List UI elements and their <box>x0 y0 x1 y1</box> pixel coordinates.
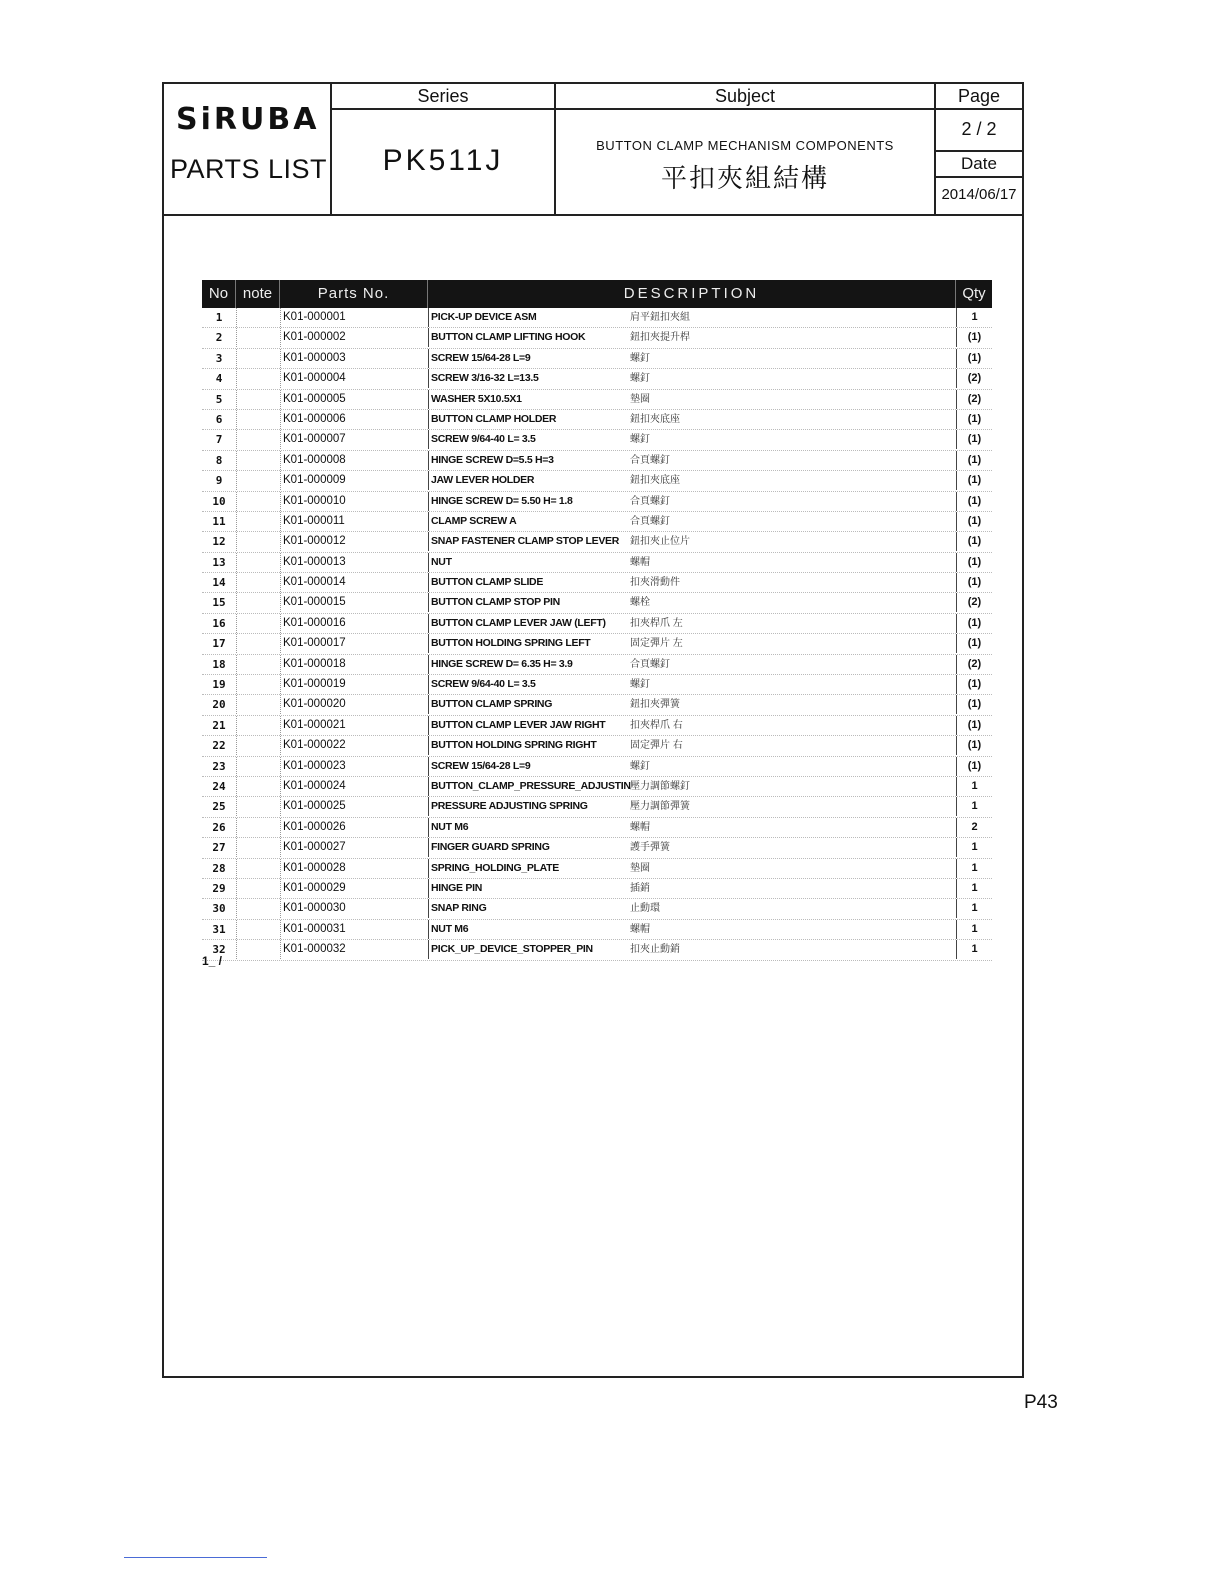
part-description: SCREW 9/64-40 L= 3.5 <box>428 675 628 694</box>
row-number: 7 <box>215 433 223 447</box>
part-number: K01-000021 <box>280 716 428 735</box>
row-number: 31 <box>212 922 226 936</box>
part-description: BUTTON CLAMP SPRING <box>428 695 628 714</box>
part-description: SCREW 3/16-32 L=13.5 <box>428 369 628 388</box>
row-note <box>236 369 280 388</box>
table-row <box>202 430 992 450</box>
part-number: K01-000011 <box>280 512 428 531</box>
part-description: BUTTON CLAMP LEVER JAW (LEFT) <box>428 614 628 633</box>
row-note <box>236 512 280 531</box>
row-note <box>236 430 280 449</box>
part-quantity: (1) <box>956 614 992 633</box>
part-description: BUTTON_CLAMP_PRESSURE_ADJUSTIN <box>428 777 628 796</box>
part-description: SNAP FASTENER CLAMP STOP LEVER <box>428 532 628 551</box>
row-note <box>236 553 280 572</box>
table-row <box>202 492 992 512</box>
part-number: K01-000018 <box>280 655 428 674</box>
part-quantity: 1 <box>956 879 992 898</box>
row-note <box>236 879 280 898</box>
column-parts-no: Parts No. <box>280 280 428 308</box>
row-number: 32 <box>212 943 226 957</box>
part-description: NUT M6 <box>428 920 628 939</box>
part-description-zh: 扣夾桿爪 左 <box>630 617 683 629</box>
doc-type: PARTS LIST <box>170 154 328 184</box>
row-number: 4 <box>215 372 223 386</box>
column-no: No <box>202 280 236 308</box>
part-number: K01-000030 <box>280 899 428 918</box>
part-description: JAW LEVER HOLDER <box>428 471 628 490</box>
part-description: BUTTON CLAMP LIFTING HOOK <box>428 328 628 347</box>
row-number: 28 <box>212 861 226 875</box>
part-description-zh: 合頁螺釘 <box>630 658 670 670</box>
footer-rule <box>124 1557 267 1558</box>
part-quantity: (1) <box>956 410 992 429</box>
part-number: K01-000001 <box>280 308 428 327</box>
part-number: K01-000023 <box>280 757 428 776</box>
row-number: 1 <box>215 311 223 324</box>
part-description-zh: 墊圈 <box>630 393 650 405</box>
row-note <box>236 899 280 918</box>
row-number: 11 <box>212 514 226 528</box>
part-description-zh: 肩平鈕扣夾組 <box>630 312 690 323</box>
part-quantity: (1) <box>956 716 992 735</box>
table-row <box>202 553 992 573</box>
title-block <box>164 84 1022 216</box>
part-description: BUTTON CLAMP HOLDER <box>428 410 628 429</box>
row-note <box>236 695 280 714</box>
part-quantity: 2 <box>956 818 992 837</box>
part-description: NUT <box>428 553 628 572</box>
part-quantity: (1) <box>956 675 992 694</box>
row-number: 6 <box>215 412 223 426</box>
part-number: K01-000013 <box>280 553 428 572</box>
row-note <box>236 838 280 857</box>
column-description: DESCRIPTION <box>428 280 956 308</box>
row-number: 23 <box>212 759 226 773</box>
part-description: WASHER 5X10.5X1 <box>428 390 628 409</box>
part-number: K01-000032 <box>280 940 428 959</box>
row-number: 25 <box>212 800 226 814</box>
part-description-zh: 螺帽 <box>630 821 650 833</box>
part-quantity: (1) <box>956 757 992 776</box>
parts-table <box>202 280 992 961</box>
part-description: HINGE SCREW D= 5.50 H= 1.8 <box>428 492 628 511</box>
table-row <box>202 695 992 715</box>
table-row <box>202 634 992 654</box>
part-quantity: (1) <box>956 736 992 755</box>
part-quantity: 1 <box>956 797 992 816</box>
part-description-zh: 螺釘 <box>630 373 650 385</box>
part-description-zh: 合頁螺釘 <box>630 495 670 507</box>
table-body <box>202 308 992 961</box>
table-row <box>202 838 992 858</box>
table-row <box>202 328 992 348</box>
part-quantity: 1 <box>956 920 992 939</box>
row-number: 17 <box>212 637 226 651</box>
row-number: 29 <box>212 881 226 895</box>
part-quantity: (2) <box>956 655 992 674</box>
row-number: 21 <box>212 718 226 732</box>
row-number: 15 <box>212 596 226 610</box>
row-number: 27 <box>212 841 226 855</box>
part-description-zh: 鈕扣夾提升桿 <box>630 332 690 344</box>
part-quantity: 1 <box>956 838 992 857</box>
table-row <box>202 471 992 491</box>
part-description-zh: 護手彈簧 <box>630 842 670 854</box>
part-description: FINGER GUARD SPRING <box>428 838 628 857</box>
series-label: Series <box>332 84 554 110</box>
part-description-zh: 螺帽 <box>630 556 650 568</box>
part-quantity: (2) <box>956 593 992 612</box>
part-number: K01-000003 <box>280 349 428 368</box>
row-number: 19 <box>212 678 226 692</box>
part-quantity: 1 <box>956 308 992 327</box>
table-row <box>202 777 992 797</box>
part-number: K01-000004 <box>280 369 428 388</box>
part-description-zh: 止動環 <box>630 903 660 915</box>
table-row <box>202 573 992 593</box>
subject-cell <box>556 84 936 214</box>
series-value: PK511J <box>382 144 504 177</box>
part-number: K01-000031 <box>280 920 428 939</box>
row-note <box>236 757 280 776</box>
row-note <box>236 675 280 694</box>
part-description-zh: 鈕扣夾彈簧 <box>630 699 680 711</box>
part-description-zh: 螺釘 <box>630 352 650 364</box>
table-row <box>202 614 992 634</box>
part-description: BUTTON HOLDING SPRING RIGHT <box>428 736 628 755</box>
part-number: K01-000009 <box>280 471 428 490</box>
part-number: K01-000029 <box>280 879 428 898</box>
row-note <box>236 532 280 551</box>
part-description: BUTTON CLAMP STOP PIN <box>428 593 628 612</box>
part-description: BUTTON HOLDING SPRING LEFT <box>428 634 628 653</box>
row-number: 5 <box>215 392 223 406</box>
row-note <box>236 859 280 878</box>
row-note <box>236 655 280 674</box>
row-number: 30 <box>212 902 226 916</box>
part-quantity: (1) <box>956 634 992 653</box>
part-description-zh: 螺帽 <box>630 923 650 935</box>
table-row <box>202 308 992 328</box>
table-row <box>202 593 992 613</box>
part-description-zh: 扣夾止動銷 <box>630 944 680 956</box>
part-number: K01-000008 <box>280 451 428 470</box>
row-note <box>236 573 280 592</box>
row-number: 3 <box>215 351 223 365</box>
part-description-zh: 墊圈 <box>630 862 650 874</box>
table-row <box>202 716 992 736</box>
row-note <box>236 797 280 816</box>
date-value: 2014/06/17 <box>941 186 1017 203</box>
brand-cell <box>164 84 332 214</box>
table-row <box>202 920 992 940</box>
series-cell <box>332 84 556 214</box>
part-description: CLAMP SCREW A <box>428 512 628 531</box>
page-number: P43 <box>1024 1392 1058 1413</box>
row-note <box>236 308 280 327</box>
column-qty: Qty <box>962 285 986 302</box>
part-number: K01-000017 <box>280 634 428 653</box>
row-note <box>236 593 280 612</box>
part-description: SNAP RING <box>428 899 628 918</box>
part-description-zh: 固定彈片 右 <box>630 740 683 752</box>
part-description-zh: 固定彈片 左 <box>630 638 683 650</box>
row-note <box>236 634 280 653</box>
part-description: BUTTON CLAMP LEVER JAW RIGHT <box>428 716 628 735</box>
page-date-cell <box>936 84 1022 214</box>
part-number: K01-000005 <box>280 390 428 409</box>
part-description-zh: 插銷 <box>630 882 650 894</box>
table-row <box>202 899 992 919</box>
table-row <box>202 675 992 695</box>
row-number: 9 <box>215 474 223 488</box>
row-number: 18 <box>212 657 226 671</box>
part-quantity: (1) <box>956 451 992 470</box>
row-number: 16 <box>212 616 226 630</box>
part-description-zh: 螺釘 <box>630 679 650 691</box>
part-description-zh: 螺釘 <box>630 760 650 772</box>
part-description: PICK_UP_DEVICE_STOPPER_PIN <box>428 940 628 959</box>
part-number: K01-000027 <box>280 838 428 857</box>
part-number: K01-000025 <box>280 797 428 816</box>
row-number: 10 <box>212 494 226 508</box>
part-description: SPRING_HOLDING_PLATE <box>428 859 628 878</box>
row-number: 12 <box>212 535 226 549</box>
part-description: PICK-UP DEVICE ASM <box>428 308 628 327</box>
table-row <box>202 757 992 777</box>
row-number: 26 <box>212 820 226 834</box>
table-row <box>202 797 992 817</box>
part-description: HINGE PIN <box>428 879 628 898</box>
part-quantity: (2) <box>956 390 992 409</box>
row-number: 8 <box>215 453 223 467</box>
part-description: PRESSURE ADJUSTING SPRING <box>428 797 628 816</box>
row-note <box>236 471 280 490</box>
part-description-zh: 壓力調節彈簧 <box>630 801 690 813</box>
part-number: K01-000015 <box>280 593 428 612</box>
part-description-zh: 螺栓 <box>630 597 650 609</box>
part-description-zh: 合頁螺釘 <box>630 515 670 527</box>
part-description: SCREW 15/64-28 L=9 <box>428 349 628 368</box>
table-row <box>202 410 992 430</box>
part-number: K01-000019 <box>280 675 428 694</box>
part-quantity: (1) <box>956 695 992 714</box>
part-quantity: 1 <box>956 899 992 918</box>
table-header <box>202 280 992 308</box>
part-description-zh: 鈕扣夾止位片 <box>630 536 690 548</box>
siruba-logo: SiRUBA <box>176 102 320 137</box>
row-number: 22 <box>212 739 226 753</box>
footnote: 1_ / <box>202 954 223 968</box>
part-quantity: (1) <box>956 532 992 551</box>
part-description-zh: 鈕扣夾底座 <box>630 475 680 487</box>
part-number: K01-000006 <box>280 410 428 429</box>
part-description-zh: 合頁螺釘 <box>630 454 670 466</box>
part-number: K01-000024 <box>280 777 428 796</box>
row-number: 20 <box>212 698 226 712</box>
table-row <box>202 940 992 960</box>
row-note <box>236 451 280 470</box>
subject-chinese: 平扣夾組結構 <box>660 163 829 193</box>
part-number: K01-000012 <box>280 532 428 551</box>
part-quantity: 1 <box>956 940 992 959</box>
table-row <box>202 532 992 552</box>
row-note <box>236 349 280 368</box>
row-note <box>236 940 280 959</box>
part-number: K01-000028 <box>280 859 428 878</box>
row-number: 2 <box>215 331 223 345</box>
part-quantity: (1) <box>956 553 992 572</box>
row-note <box>236 818 280 837</box>
part-description-zh: 扣夾桿爪 右 <box>630 719 683 731</box>
part-description: NUT M6 <box>428 818 628 837</box>
row-number: 14 <box>212 576 226 590</box>
row-note <box>236 614 280 633</box>
table-row <box>202 369 992 389</box>
part-number: K01-000010 <box>280 492 428 511</box>
part-number: K01-000007 <box>280 430 428 449</box>
part-quantity: 1 <box>956 777 992 796</box>
part-quantity: (1) <box>956 349 992 368</box>
part-quantity: (1) <box>956 328 992 347</box>
part-description-zh: 鈕扣夾底座 <box>630 413 680 425</box>
table-row <box>202 736 992 756</box>
column-note: note <box>236 280 280 308</box>
row-note <box>236 390 280 409</box>
part-description: SCREW 15/64-28 L=9 <box>428 757 628 776</box>
row-note <box>236 328 280 347</box>
table-row <box>202 451 992 471</box>
row-note <box>236 920 280 939</box>
part-number: K01-000016 <box>280 614 428 633</box>
part-description: HINGE SCREW D=5.5 H=3 <box>428 451 628 470</box>
part-number: K01-000020 <box>280 695 428 714</box>
part-number: K01-000026 <box>280 818 428 837</box>
row-note <box>236 716 280 735</box>
part-description: SCREW 9/64-40 L= 3.5 <box>428 430 628 449</box>
subject-label: Subject <box>556 84 934 110</box>
row-number: 13 <box>212 555 226 569</box>
subject-english: BUTTON CLAMP MECHANISM COMPONENTS <box>596 138 894 153</box>
date-label: Date <box>936 150 1022 178</box>
part-quantity: (1) <box>956 471 992 490</box>
table-row <box>202 859 992 879</box>
part-description-zh: 螺釘 <box>630 434 650 446</box>
part-number: K01-000022 <box>280 736 428 755</box>
table-row <box>202 879 992 899</box>
table-row <box>202 349 992 369</box>
part-quantity: (2) <box>956 369 992 388</box>
part-description: BUTTON CLAMP SLIDE <box>428 573 628 592</box>
row-note <box>236 736 280 755</box>
table-row <box>202 390 992 410</box>
page-label: Page <box>936 84 1022 110</box>
part-number: K01-000002 <box>280 328 428 347</box>
part-quantity: 1 <box>956 859 992 878</box>
part-description-zh: 壓力調節螺釘 <box>630 780 690 792</box>
table-row <box>202 655 992 675</box>
part-description: HINGE SCREW D= 6.35 H= 3.9 <box>428 655 628 674</box>
part-description-zh: 扣夾滑動件 <box>630 577 680 589</box>
part-quantity: (1) <box>956 573 992 592</box>
row-number: 24 <box>212 779 226 793</box>
table-row <box>202 818 992 838</box>
part-number: K01-000014 <box>280 573 428 592</box>
page-value: 2 / 2 <box>961 119 997 139</box>
part-quantity: (1) <box>956 492 992 511</box>
row-note <box>236 777 280 796</box>
part-quantity: (1) <box>956 430 992 449</box>
row-note <box>236 492 280 511</box>
part-quantity: (1) <box>956 512 992 531</box>
table-row <box>202 512 992 532</box>
row-note <box>236 410 280 429</box>
